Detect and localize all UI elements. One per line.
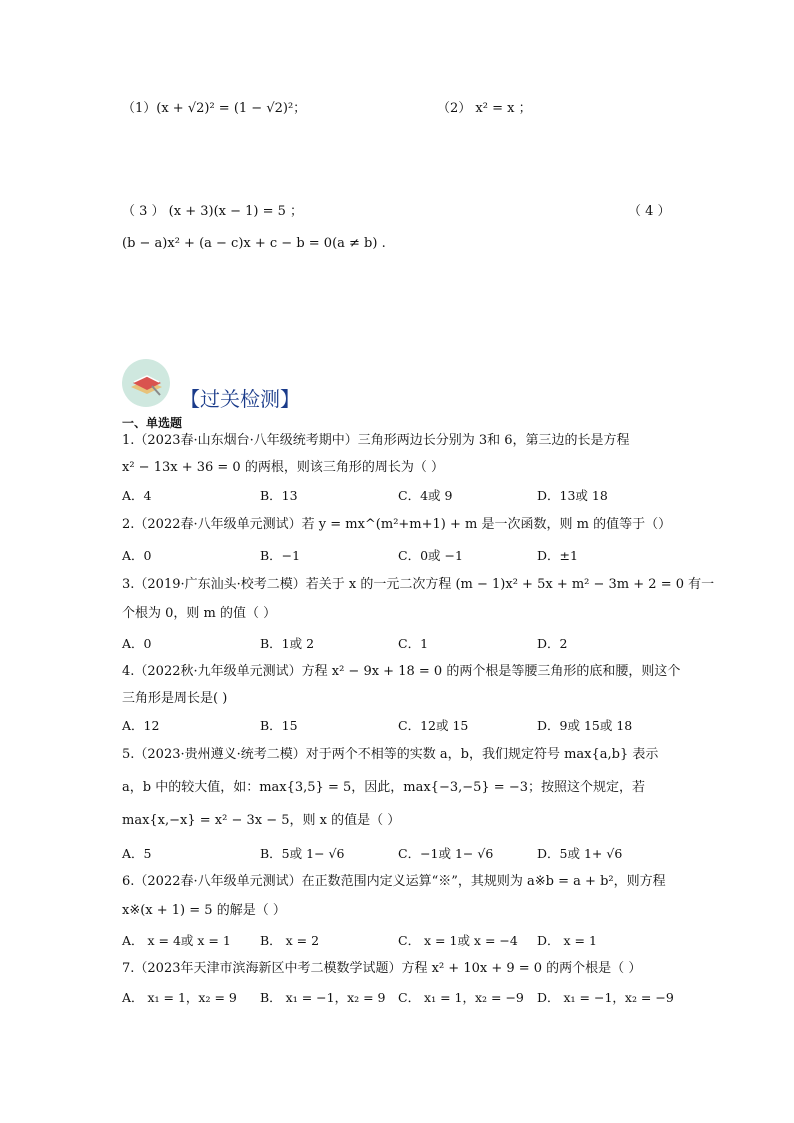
equation-2: （2） x² = x ；: [437, 101, 532, 116]
q4-option-d[interactable]: D．9或 15或 18: [537, 718, 633, 733]
q3-option-b[interactable]: B．1或 2: [260, 636, 315, 651]
question-5-text: 5.（2023·贵州遵义·统考二模）对于两个不相等的实数 a，b，我们规定符号 max{a,b} 表示: [122, 747, 659, 762]
q4-option-c[interactable]: C．12或 15: [398, 718, 469, 733]
question-4-text-2: 三角形是周长是( ): [122, 691, 228, 706]
q6-option-a[interactable]: A． x = 4或 x = 1: [122, 933, 231, 948]
equation-3: （ 3 ） (x + 3)(x − 1) = 5 ；: [122, 204, 304, 219]
question-6-text: 6.（2022春·八年级单元测试）在正数范围内定义运算“※”，其规则为 a※b = a + b²，则方程: [122, 874, 666, 889]
q7-option-a[interactable]: A． x₁ = 1，x₂ = 9: [122, 990, 237, 1005]
question-3-text: 3.（2019·广东汕头·校考二模）若关于 x 的一元二次方程 (m − 1)x² + 5x + m² − 3m + 2 = 0 有一: [122, 577, 715, 592]
question-2-text: 2.（2022春·八年级单元测试）若 y = mx^(m²+m+1) + m 是一次函数，则 m 的值等于（）: [122, 517, 672, 532]
q4-option-a[interactable]: A．12: [122, 718, 160, 733]
book-logo-icon: [122, 359, 170, 407]
q5-option-d[interactable]: D．5或 1+ √6: [537, 846, 623, 861]
question-5-text-3: max{x,−x} = x² − 3x − 5，则 x 的值是（ ）: [122, 813, 401, 828]
q5-option-c[interactable]: C．−1或 1− √6: [398, 846, 494, 861]
q2-option-a[interactable]: A．0: [122, 548, 152, 563]
q1-option-c[interactable]: C．4或 9: [398, 488, 453, 503]
question-6-text-2: x※(x + 1) = 5 的解是（ ）: [122, 903, 286, 918]
q3-option-c[interactable]: C．1: [398, 636, 429, 651]
q1-option-a[interactable]: A．4: [122, 488, 152, 503]
q3-option-a[interactable]: A．0: [122, 636, 152, 651]
q3-option-d[interactable]: D．2: [537, 636, 568, 651]
question-3-text-2: 个根为 0，则 m 的值（ ）: [122, 606, 277, 621]
q6-option-b[interactable]: B． x = 2: [260, 933, 320, 948]
q7-option-d[interactable]: D． x₁ = −1，x₂ = −9: [537, 990, 674, 1005]
q5-option-b[interactable]: B．5或 1− √6: [260, 846, 345, 861]
q7-option-c[interactable]: C． x₁ = 1，x₂ = −9: [398, 990, 524, 1005]
section-title: 【过关检测】: [180, 387, 300, 411]
q1-option-d[interactable]: D．13或 18: [537, 488, 608, 503]
equation-1: （1）(x + √2)² = (1 − √2)²；: [122, 101, 307, 116]
question-5-text-2: a，b 中的较大值，如：max{3,5} = 5，因此，max{−3,−5} = −3；按照这个规定，若: [122, 780, 645, 795]
question-7-text: 7.（2023年天津市滨海新区中考二模数学试题）方程 x² + 10x + 9 = 0 的两个根是（ ）: [122, 961, 642, 976]
q2-option-d[interactable]: D．±1: [537, 548, 578, 563]
q2-option-b[interactable]: B．−1: [260, 548, 301, 563]
question-1-text-2: x² − 13x + 36 = 0 的两根，则该三角形的周长为（ ）: [122, 460, 444, 475]
section-subtitle: 一、单选题: [122, 416, 183, 430]
equation-4: (b − a)x² + (a − c)x + c − b = 0(a ≠ b) .: [122, 236, 386, 251]
equation-4-label: （ 4 ）: [628, 204, 671, 219]
q4-option-b[interactable]: B．15: [260, 718, 298, 733]
question-1-text: 1.（2023春·山东烟台·八年级统考期中）三角形两边长分别为 3和 6，第三边的长是方程: [122, 433, 630, 448]
question-4-text: 4.（2022秋·九年级单元测试）方程 x² − 9x + 18 = 0 的两个根是等腰三角形的底和腰，则这个: [122, 664, 681, 679]
q6-option-d[interactable]: D． x = 1: [537, 933, 597, 948]
q7-option-b[interactable]: B． x₁ = −1，x₂ = 9: [260, 990, 386, 1005]
q6-option-c[interactable]: C． x = 1或 x = −4: [398, 933, 518, 948]
q2-option-c[interactable]: C．0或 −1: [398, 548, 463, 563]
q5-option-a[interactable]: A．5: [122, 846, 152, 861]
q1-option-b[interactable]: B．13: [260, 488, 298, 503]
